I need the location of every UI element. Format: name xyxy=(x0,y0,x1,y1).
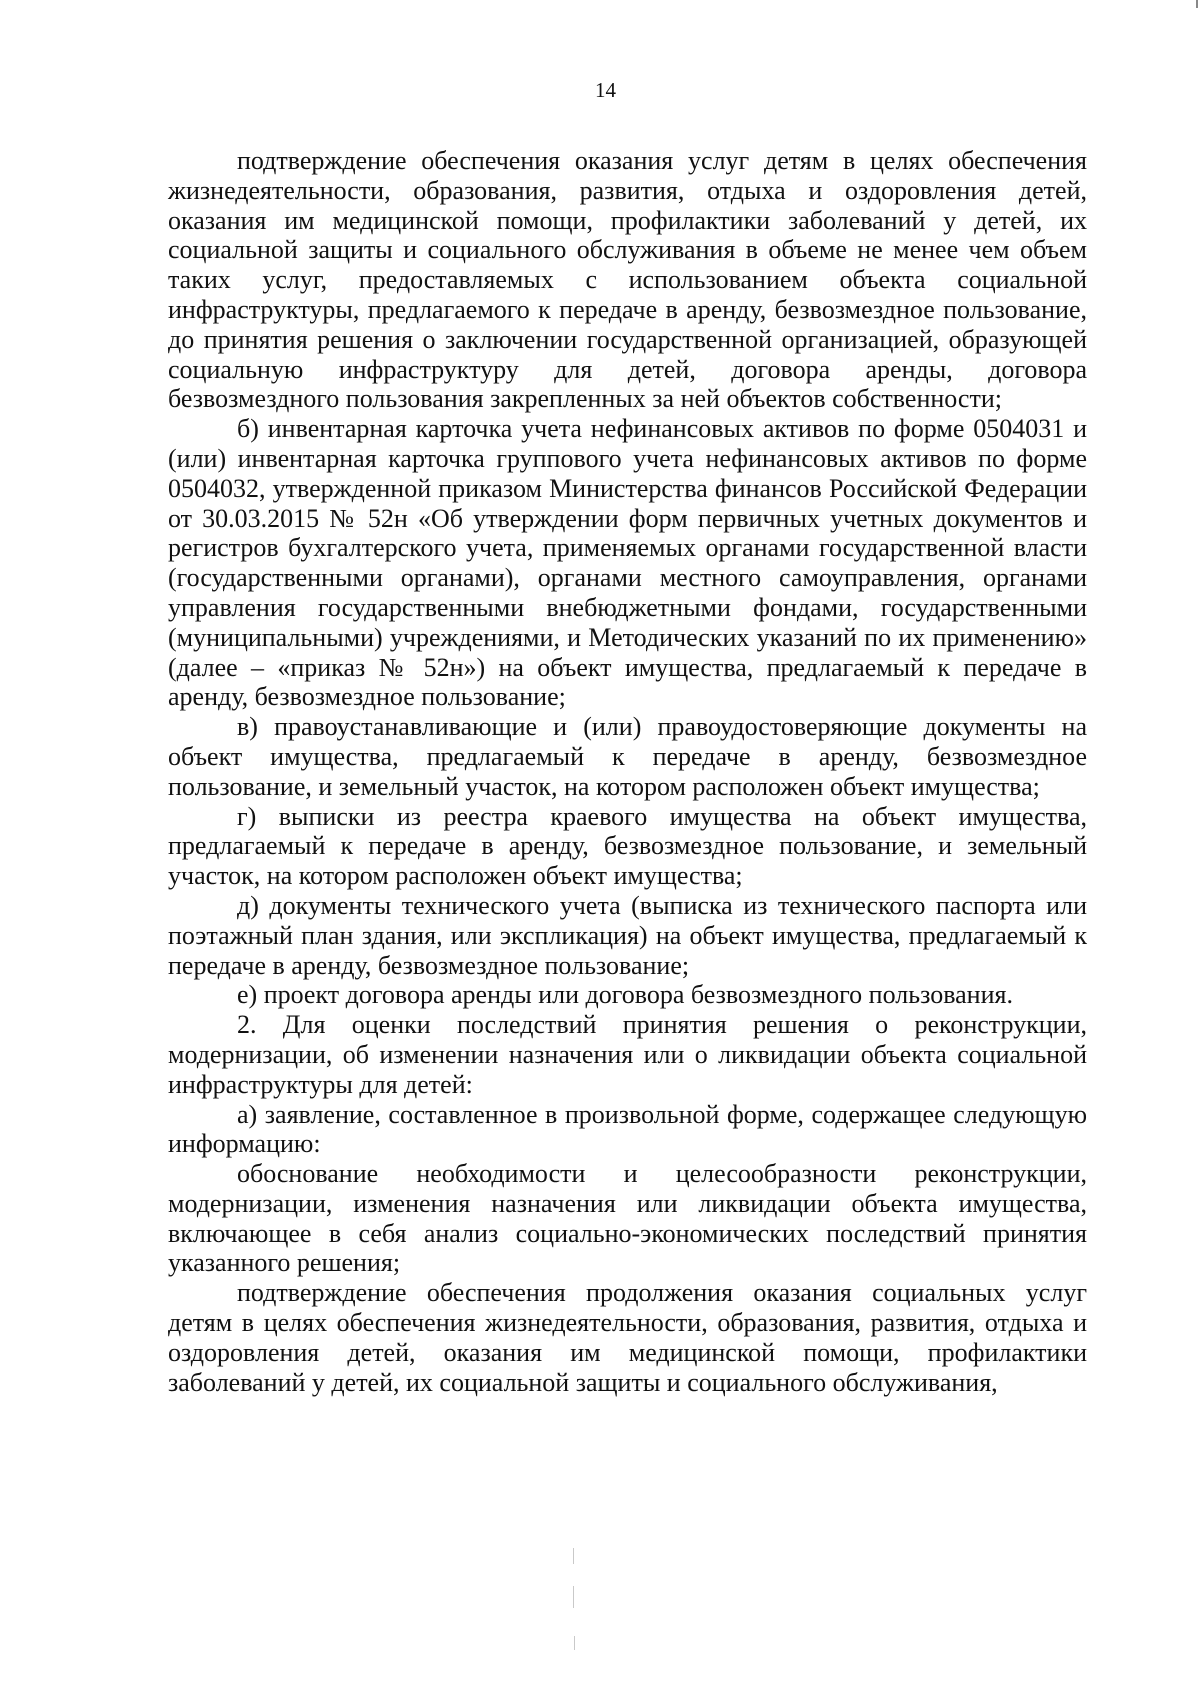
paragraph-item-g: г) выписки из реестра краевого имущества на объект имущества, предлагаемый к передаче в аренду, безвозмездное пользование, и земельный участок, на котором расположен объект имущества; xyxy=(168,801,1087,891)
paragraph-item-a: а) заявление, составленное в произвольной форме, содержащее следующую информацию: xyxy=(168,1099,1087,1159)
paragraph-item-e: е) проект договора аренды или договора безвозмездного пользования. xyxy=(237,980,1013,1010)
paragraph-section-2: 2. Для оценки последствий принятия решения о реконструкции, модернизации, об изменении назначения или о ликвидации объекта социальной инфраструктуры для детей: xyxy=(168,1010,1087,1099)
scan-artifact xyxy=(573,1548,574,1564)
body-text xyxy=(168,146,1087,1397)
paragraph-justification: обоснование необходимости и целесообразности реконструкции, модернизации, изменения назначения или ликвидации объекта имущества, включающее в себя анализ социально-экономических последствий принятия указанного решения; xyxy=(168,1159,1087,1278)
paragraph-confirmation-services: подтверждение обеспечения оказания услуг детям в целях обеспечения жизнедеятельности, образования, развития, отдыха и оздоровления детей, оказания им медицинской помощи, профилактики заболеваний у детей, их социальной защиты и социального обслуживания в объеме не менее чем объем таких услуг, предоставляемых с использованием объекта социальной инфраструктуры, предлагаемого к передаче в аренду, безвозмездное пользование, до принятия решения о заключении государственной организацией, образующей социальную инфраструктуру для детей, договора аренды, договора безвозмездного пользования закрепленных за ней объектов собственности; xyxy=(168,146,1087,414)
scan-artifact xyxy=(574,1636,575,1650)
paragraph-item-b: б) инвентарная карточка учета нефинансовых активов по форме 0504031 и (или) инвентарная карточка группового учета нефинансовых активов по форме 0504032, утвержденной приказом Министерства финансов Российской Федерации от 30.03.2015 № 52н «Об утверждении форм первичных учетных документов и регистров бухгалтерского учета, применяемых органами государственной власти (государственными органами), органами местного самоуправления, органами управления государственными внебюджетными фондами, государственными (муниципальными) учреждениями, и Методических указаний по их применению» (далее – «приказ № 52н») на объект имущества, предлагаемый к передаче в аренду, безвозмездное пользование; xyxy=(168,414,1087,712)
paragraph-confirmation-continuation: подтверждение обеспечения продолжения оказания социальных услуг детям в целях обеспечения жизнедеятельности, образования, развития, отдыха и оздоровления детей, оказания им медицинской помощи, профилактики заболеваний у детей, их социальной защиты и социального обслуживания, xyxy=(168,1278,1087,1397)
page-number: 14 xyxy=(595,78,616,102)
paragraph-item-d: д) документы технического учета (выписка из технического паспорта или поэтажный план здания, или экспликация) на объект имущества, предлагаемый к передаче в аренду, безвозмездное пользование; xyxy=(168,890,1087,980)
scan-artifact xyxy=(573,1586,574,1608)
scan-artifact xyxy=(1196,0,1198,8)
paragraph-item-v: в) правоустанавливающие и (или) правоудостоверяющие документы на объект имущества, предлагаемый к передаче в аренду, безвозмездное пользование, и земельный участок, на котором расположен объект имущества; xyxy=(168,712,1087,801)
